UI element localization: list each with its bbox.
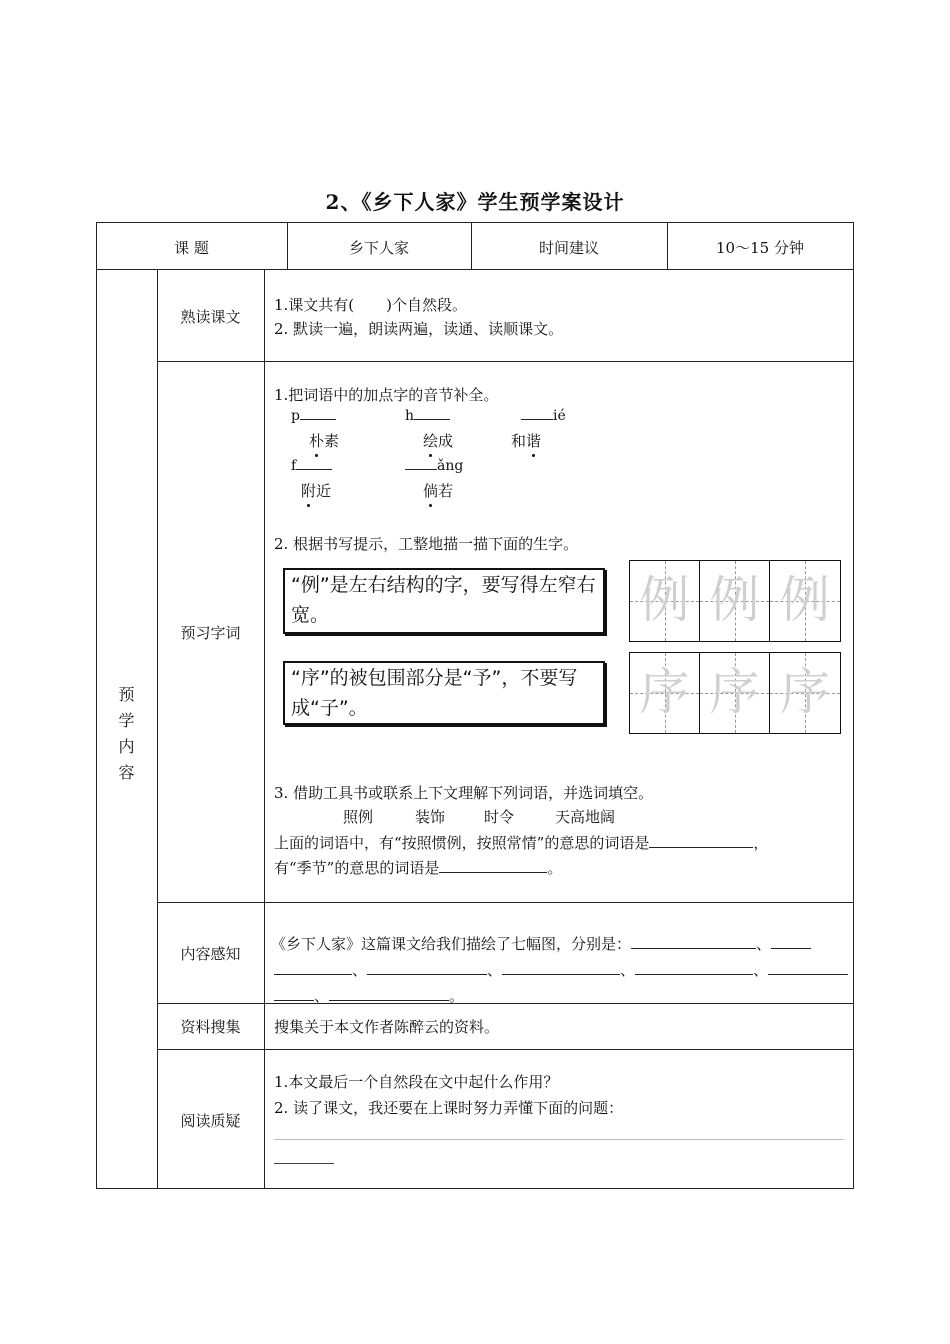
tracing-cell[interactable]: 例 <box>630 561 700 641</box>
word-pusu: 朴素 <box>309 432 340 450</box>
choice-word: 时令 <box>484 808 515 826</box>
tracing-grid-li <box>629 560 841 642</box>
material-text: 搜集关于本文作者陈醉云的资料。 <box>274 1018 500 1036</box>
fill-line-1: 上面的词语中，有“按照惯例，按照常情”的意思的词语是 ， <box>274 834 769 852</box>
fill-line-2: 有“季节”的意思的词语是 。 <box>274 859 563 877</box>
pinyin-ang: ǎng <box>405 458 463 474</box>
word-huicheng: 绘成 <box>423 432 454 450</box>
question-line-2: 2. 读了课文，我还要在上课时努力弄懂下面的问题： <box>274 1099 624 1117</box>
material-label: 资料搜集 <box>180 1018 241 1036</box>
time-value: 10～15 分钟 <box>716 239 804 257</box>
answer-line[interactable] <box>274 1163 334 1164</box>
words-q3: 3. 借助工具书或联系上下文理解下列词语，并选词填空。 <box>274 784 654 802</box>
question-line-1: 1.本文最后一个自然段在文中起什么作用？ <box>274 1073 559 1091</box>
page-title: 2、《乡下人家》学生预学案设计 <box>325 190 625 214</box>
content-line-3: 、 。 <box>274 985 464 1006</box>
content-blank[interactable] <box>274 1000 314 1001</box>
pinyin-ie: ié <box>521 408 566 424</box>
content-blank[interactable] <box>771 948 811 949</box>
lesson-label: 课 题 <box>174 239 209 257</box>
hint-box-li: “例”是左右结构的字，要写得左窄右宽。 <box>283 568 605 634</box>
side-label: 预 学 内 容 <box>118 685 135 782</box>
content-blank[interactable] <box>274 974 352 975</box>
tracing-cell[interactable]: 序 <box>700 653 770 733</box>
fill-blank-2[interactable] <box>439 872 547 873</box>
word-tangruo: 倘若 <box>423 482 454 500</box>
words-q1: 1.把词语中的加点字的音节补全。 <box>274 386 499 404</box>
pinyin-h: h <box>405 408 450 424</box>
content-blank[interactable] <box>367 974 487 975</box>
tracing-cell[interactable]: 序 <box>630 653 700 733</box>
tracing-grid-xu <box>629 652 841 734</box>
read-label: 熟读课文 <box>180 308 241 326</box>
question-label: 阅读质疑 <box>180 1112 241 1130</box>
read-line-2: 2. 默读一遍，朗读两遍，读通、读顺课文。 <box>274 320 564 338</box>
lesson-value: 乡下人家 <box>348 239 409 257</box>
time-label: 时间建议 <box>538 239 599 257</box>
content-blank[interactable] <box>631 948 756 949</box>
content-label: 内容感知 <box>180 945 241 963</box>
choice-word: 照例 <box>343 808 374 826</box>
pinyin-p: p <box>291 408 336 424</box>
word-hexie: 和谐 <box>511 432 542 450</box>
choice-word: 天高地阔 <box>555 808 616 826</box>
fill-blank-1[interactable] <box>649 847 753 848</box>
content-blank[interactable] <box>635 974 753 975</box>
content-blank[interactable] <box>768 974 848 975</box>
read-line-1: 1.课文共有( )个自然段。 <box>274 296 468 314</box>
choice-word: 装饰 <box>415 808 446 826</box>
word-fujin: 附近 <box>301 482 332 500</box>
tracing-cell[interactable]: 例 <box>700 561 770 641</box>
tracing-cell[interactable]: 序 <box>770 653 840 733</box>
pinyin-f: f <box>291 458 332 474</box>
words-q2: 2. 根据书写提示，工整地描一描下面的生字。 <box>274 535 579 553</box>
content-blank[interactable] <box>329 1000 449 1001</box>
words-label: 预习字词 <box>180 624 241 642</box>
tracing-cell[interactable]: 例 <box>770 561 840 641</box>
content-line-2: 、 、 、 、 <box>274 959 848 980</box>
content-line-1: 《乡下人家》这篇课文给我们描绘了七幅图，分别是： 、 <box>271 933 811 954</box>
answer-line[interactable] <box>274 1139 844 1140</box>
content-blank[interactable] <box>502 974 620 975</box>
hint-box-xu: “序”的被包围部分是“予”，不要写成“子”。 <box>283 661 605 725</box>
